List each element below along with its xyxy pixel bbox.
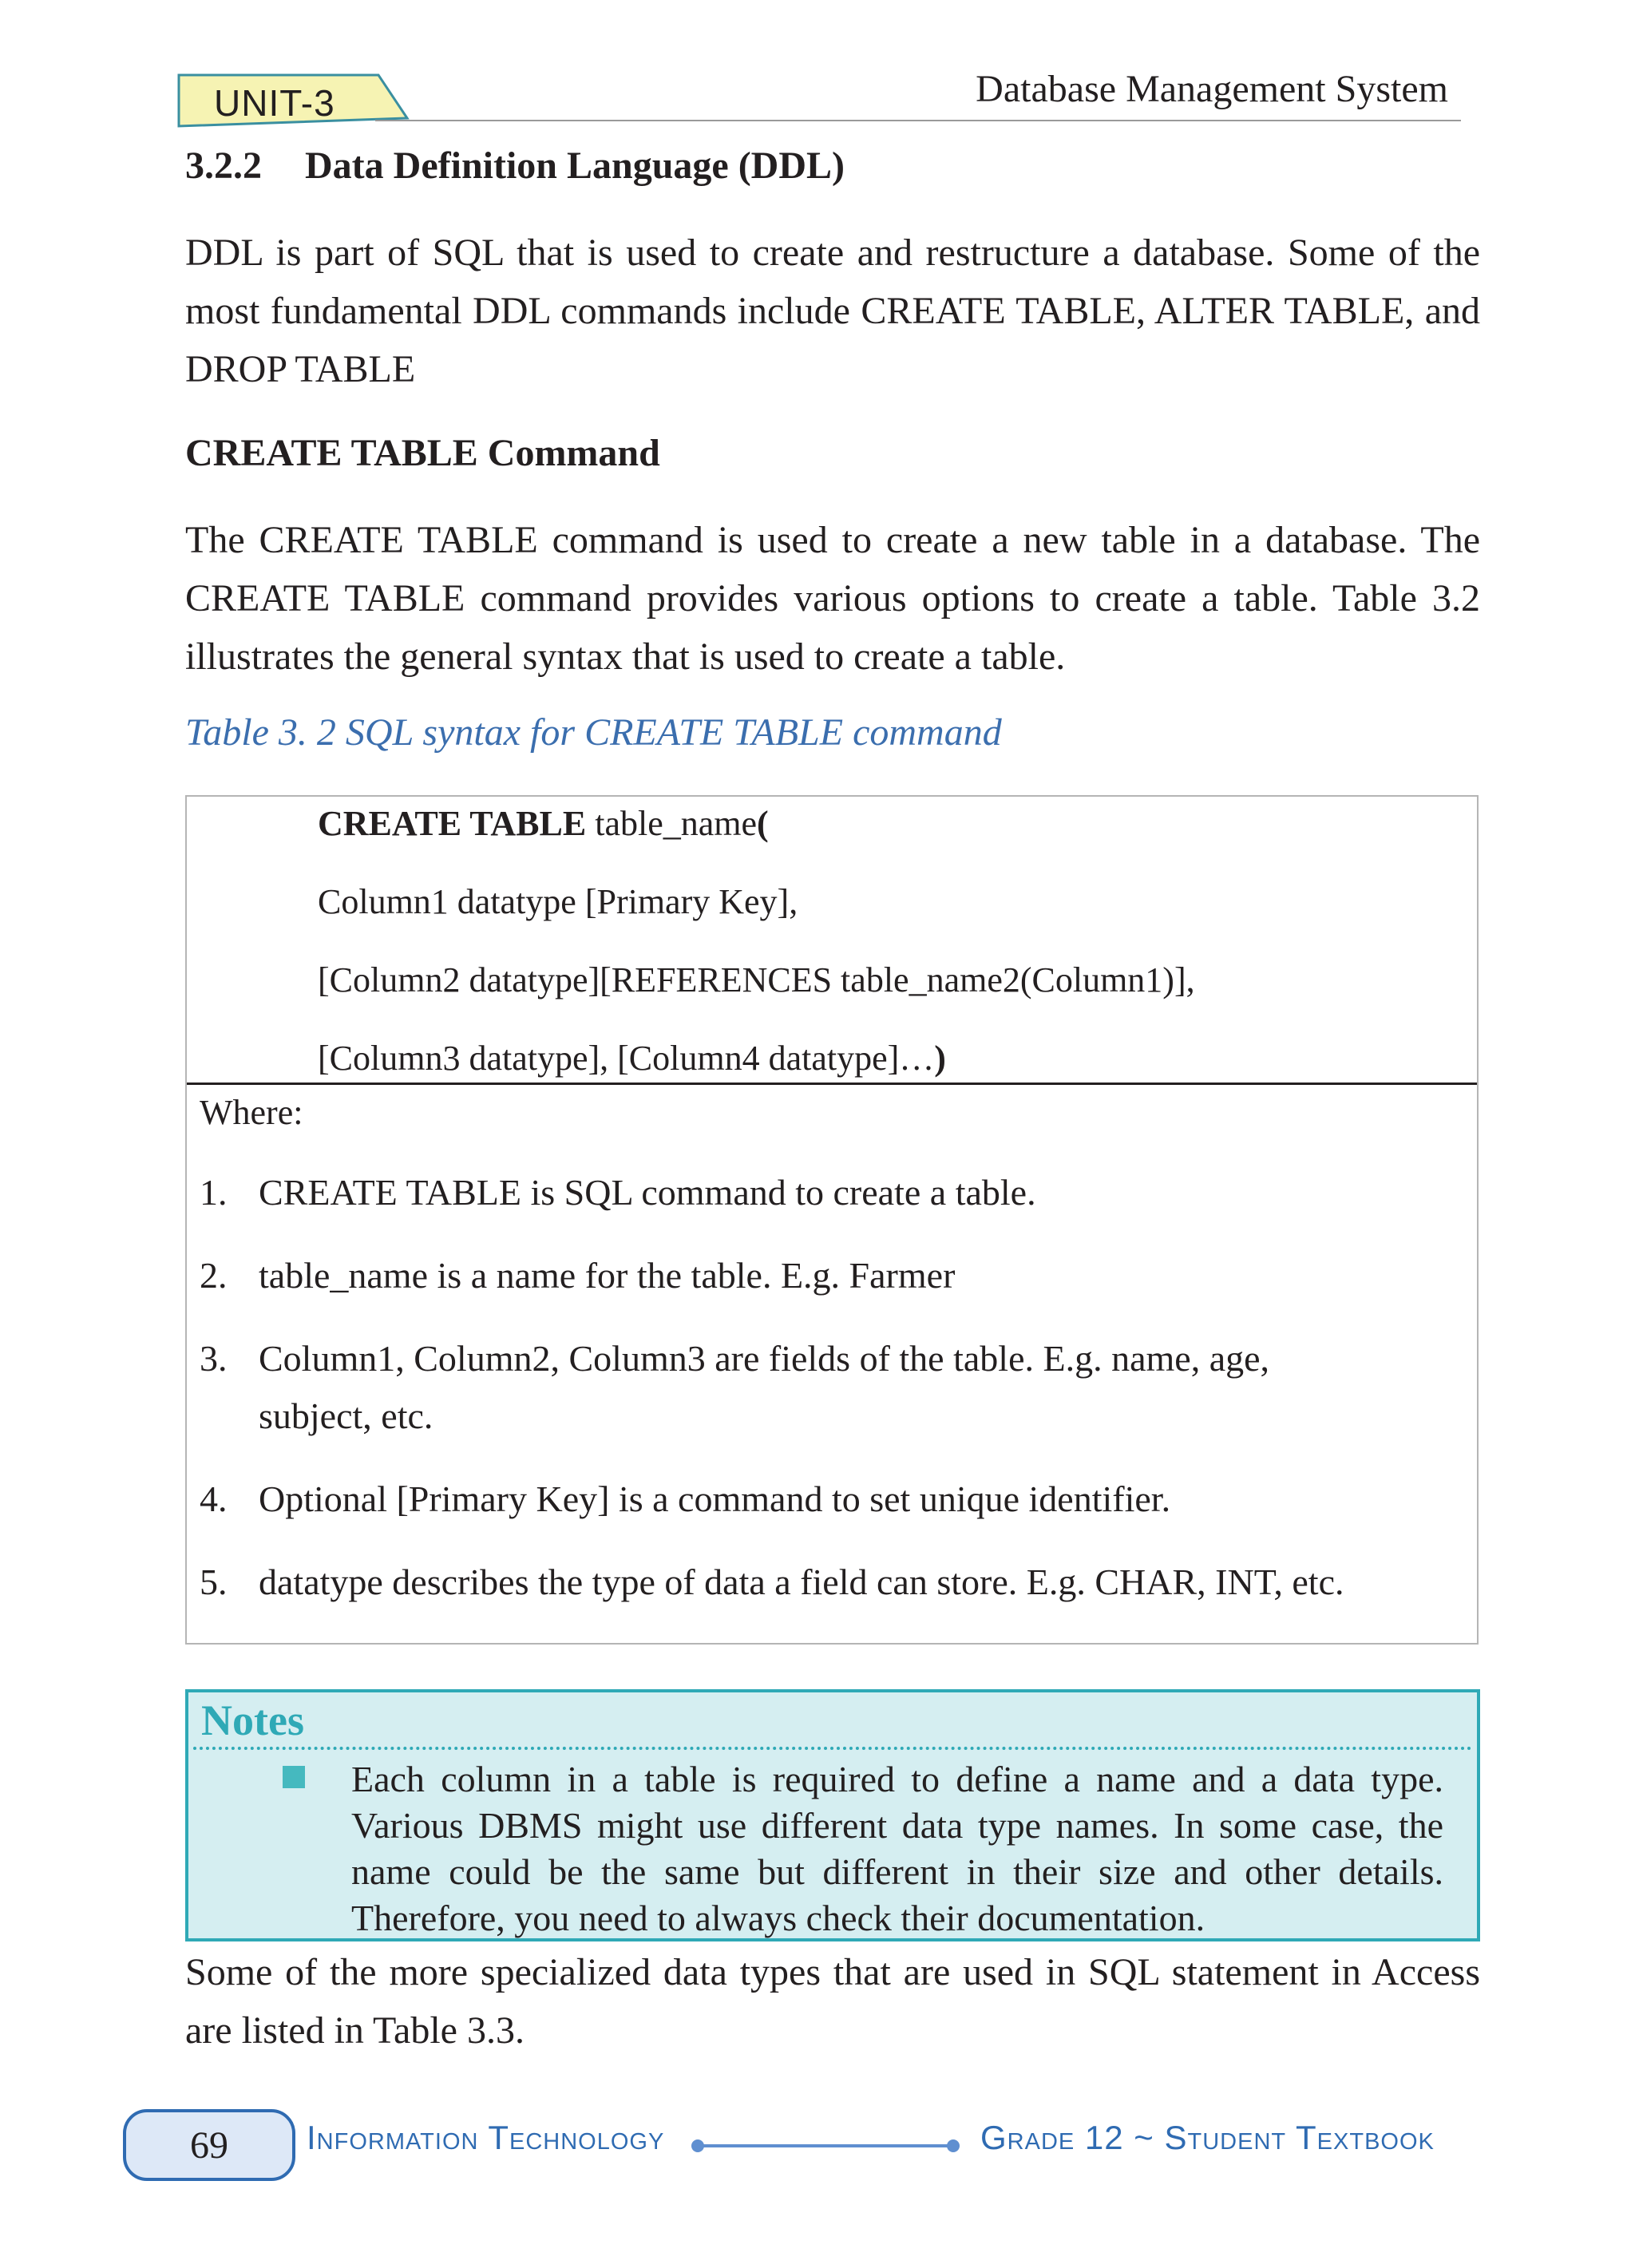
header-title: Database Management System bbox=[976, 68, 1448, 110]
syntax-line-3: [Column2 datatype][REFERENCES table_name2(Column1)], bbox=[318, 960, 1195, 999]
notes-text: Each column in a table is required to define a name and a data type. Various DBMS might use different data type names. In some case, the name could be the same but different in their size and other details. Therefore, you need to always check their documentation. bbox=[351, 1759, 1443, 1938]
list-text-continued: subject, etc. bbox=[259, 1395, 433, 1436]
syntax-close-paren: ) bbox=[934, 1039, 946, 1078]
notes-divider bbox=[193, 1747, 1472, 1750]
list-item bbox=[200, 1164, 1036, 1221]
page-number: 69 bbox=[190, 2124, 228, 2167]
list-item bbox=[200, 1554, 1344, 1611]
footer-subject: Information Technology bbox=[307, 2119, 665, 2156]
page-number-badge bbox=[123, 2109, 295, 2181]
footer-dot-right bbox=[947, 2139, 960, 2152]
list-number: 5. bbox=[200, 1561, 228, 1602]
syntax-open-paren: ( bbox=[757, 804, 769, 843]
list-number: 2. bbox=[200, 1255, 228, 1296]
list-item bbox=[200, 1247, 955, 1304]
list-text: Column1, Column2, Column3 are fields of the table. E.g. name, age, bbox=[259, 1338, 1270, 1379]
list-number: 3. bbox=[200, 1338, 228, 1379]
section-number: 3.2.2 bbox=[185, 144, 262, 187]
syntax-table-name: table_name bbox=[586, 804, 758, 843]
footer-line bbox=[695, 2144, 958, 2147]
intro-paragraph: DDL is part of SQL that is used to create and restructure a database. Some of the most fundamental DDL commands include CREATE TABLE, ALTER TABLE, and DROP TABLE bbox=[185, 232, 1480, 390]
syntax-keyword: CREATE TABLE bbox=[318, 804, 587, 843]
closing-paragraph: Some of the more specialized data types that are used in SQL statement in Access are listed in Table 3.3. bbox=[185, 1951, 1480, 2052]
list-text: Optional [Primary Key] is a command to set unique identifier. bbox=[259, 1478, 1171, 1519]
list-text: table_name is a name for the table. E.g. Farmer bbox=[259, 1255, 956, 1296]
square-bullet-icon bbox=[283, 1766, 305, 1788]
section-title: Data Definition Language (DDL) bbox=[305, 144, 845, 187]
notes-box bbox=[185, 1689, 1480, 1941]
unit-label: UNIT-3 bbox=[214, 82, 335, 124]
syntax-divider bbox=[187, 1083, 1477, 1085]
create-table-paragraph: The CREATE TABLE command is used to create a new table in a database. The CREATE TABLE command provides various options to create a table. Table 3.2 illustrates the general syntax that is used to create a table. bbox=[185, 519, 1480, 678]
syntax-line-2: Column1 datatype [Primary Key], bbox=[318, 882, 798, 921]
list-number: 4. bbox=[200, 1478, 228, 1519]
header-rule bbox=[375, 120, 1461, 121]
section-heading bbox=[185, 144, 845, 188]
list-item bbox=[200, 1470, 1170, 1528]
table-caption: Table 3. 2 SQL syntax for CREATE TABLE command bbox=[185, 711, 1002, 754]
list-number: 1. bbox=[200, 1172, 228, 1213]
syntax-line-4 bbox=[318, 1038, 946, 1079]
syntax-line-1 bbox=[318, 803, 769, 844]
where-label: Where: bbox=[200, 1093, 303, 1132]
list-item bbox=[200, 1330, 1269, 1445]
list-text: CREATE TABLE is SQL command to create a table. bbox=[259, 1172, 1036, 1213]
footer-book: Grade 12 ~ Student Textbook bbox=[980, 2119, 1435, 2156]
syntax-line-4-text: [Column3 datatype], [Column4 datatype]… bbox=[318, 1039, 935, 1078]
list-text: datatype describes the type of data a field can store. E.g. CHAR, INT, etc. bbox=[259, 1561, 1344, 1602]
create-table-heading: CREATE TABLE Command bbox=[185, 432, 660, 474]
notes-title: Notes bbox=[201, 1696, 304, 1744]
